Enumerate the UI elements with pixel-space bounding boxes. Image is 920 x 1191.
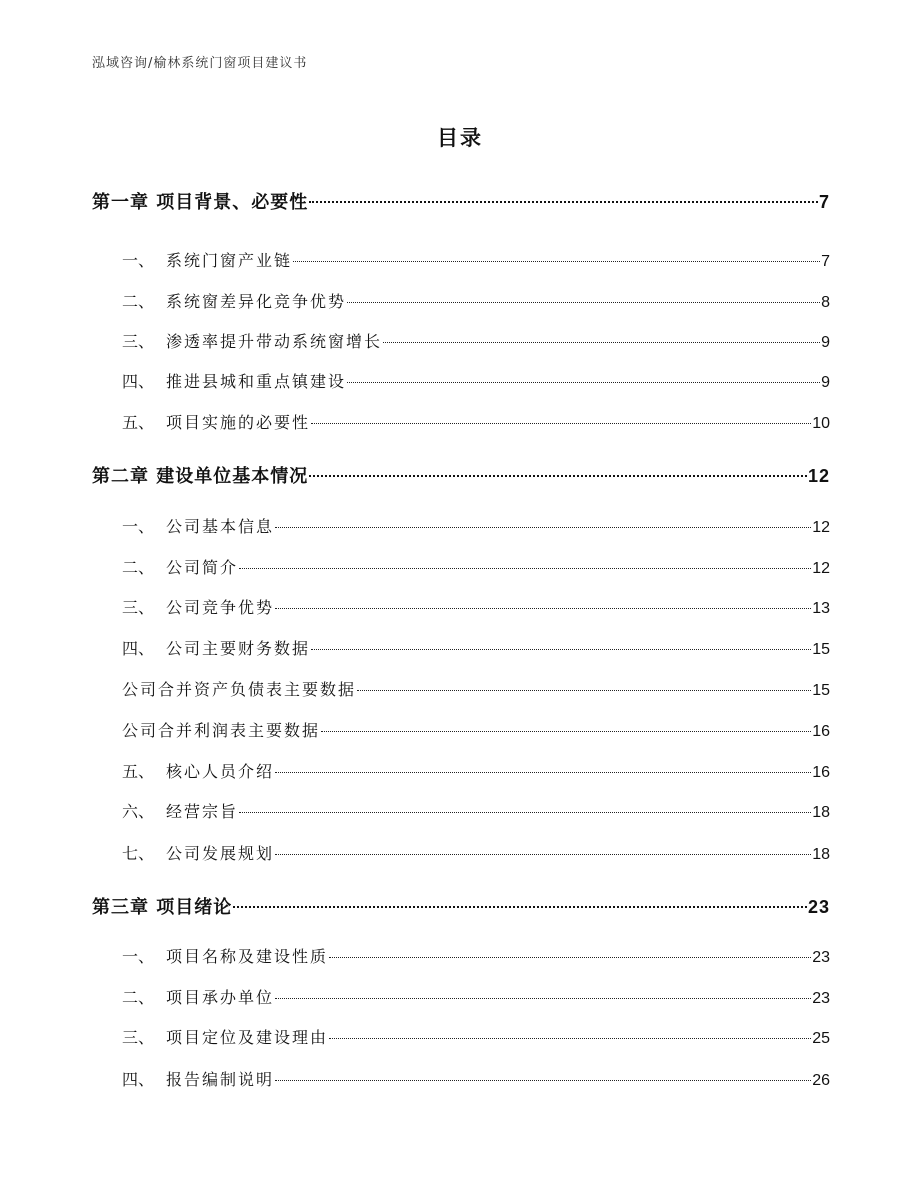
toc-page-number: 9 <box>821 334 830 351</box>
toc-page-number: 23 <box>812 990 830 1007</box>
toc-chapter-entry[interactable] <box>92 893 830 919</box>
toc-entry-text: 公司合并利润表主要数据 <box>122 721 321 740</box>
toc-title: 目录 <box>437 126 483 150</box>
toc-entry-number: 五、 <box>122 762 155 781</box>
toc-dot-leader <box>383 342 820 343</box>
toc-entry-text: 项目名称及建设性质 <box>166 947 329 966</box>
toc-dot-leader <box>347 302 820 303</box>
toc-entry-text: 核心人员介绍 <box>166 762 275 781</box>
toc-section-entry[interactable] <box>122 1025 830 1048</box>
toc-entry-text: 报告编制说明 <box>166 1070 275 1089</box>
toc-entry-label <box>122 985 274 1008</box>
toc-section-entry[interactable] <box>122 555 830 578</box>
toc-dot-leader <box>329 1038 811 1039</box>
toc-entry-number: 一、 <box>122 251 155 270</box>
toc-dot-leader <box>309 475 807 477</box>
toc-entry-text: 公司主要财务数据 <box>166 639 311 658</box>
toc-dot-leader <box>329 957 811 958</box>
toc-page-number: 23 <box>807 897 830 917</box>
toc-chapter-entry[interactable] <box>92 188 830 214</box>
toc-dot-leader <box>357 690 811 691</box>
toc-section-entry[interactable] <box>122 248 830 271</box>
toc-section-entry[interactable] <box>122 759 830 782</box>
toc-entry-text: 公司合并资产负债表主要数据 <box>122 680 357 699</box>
toc-chapter-entry[interactable] <box>92 462 830 488</box>
toc-dot-leader <box>275 1080 811 1081</box>
toc-page-number: 15 <box>812 682 830 699</box>
toc-dot-leader <box>275 527 811 528</box>
toc-section-entry[interactable] <box>122 514 830 537</box>
toc-entry-text: 项目实施的必要性 <box>166 413 311 432</box>
toc-dot-leader <box>275 854 811 855</box>
toc-section-entry[interactable] <box>122 329 830 352</box>
toc-entry-label <box>122 1025 328 1048</box>
toc-dot-leader <box>321 731 811 732</box>
toc-entry-text: 系统门窗产业链 <box>166 251 293 270</box>
toc-entry-label <box>122 1067 274 1090</box>
toc-page-number: 10 <box>812 415 830 432</box>
toc-dot-leader <box>347 382 820 383</box>
toc-entry-text: 公司简介 <box>166 558 239 577</box>
toc-entry-text: 第三章 项目绪论 <box>92 897 233 918</box>
toc-page-number: 23 <box>812 949 830 966</box>
toc-entry-text: 渗透率提升带动系统窗增长 <box>166 332 383 351</box>
toc-entry-label <box>122 410 310 433</box>
toc-entry-label <box>122 841 274 864</box>
toc-entry-text: 系统窗差异化竞争优势 <box>166 292 347 311</box>
toc-page-number: 18 <box>812 846 830 863</box>
toc-dot-leader <box>311 423 811 424</box>
toc-page-number: 18 <box>812 804 830 821</box>
toc-entry-label <box>122 799 238 822</box>
toc-dot-leader <box>309 201 818 203</box>
toc-entry-label <box>122 759 274 782</box>
toc-entry-text: 公司基本信息 <box>166 517 275 536</box>
running-header: 泓域咨询/榆林系统门窗项目建议书 <box>92 56 308 71</box>
toc-entry-text: 项目承办单位 <box>166 988 275 1007</box>
toc-entry-label <box>122 677 356 700</box>
toc-section-entry[interactable] <box>122 799 830 822</box>
toc-dot-leader <box>275 608 811 609</box>
toc-entry-text: 第一章 项目背景、必要性 <box>92 192 309 213</box>
toc-section-entry[interactable] <box>122 985 830 1008</box>
toc-dot-leader <box>239 812 811 813</box>
toc-page-number: 16 <box>812 723 830 740</box>
toc-page-number: 26 <box>812 1072 830 1089</box>
toc-entry-text: 推进县城和重点镇建设 <box>166 372 347 391</box>
toc-dot-leader <box>239 568 811 569</box>
toc-entry-label <box>92 188 308 214</box>
toc-dot-leader <box>275 998 811 999</box>
toc-page-number: 8 <box>821 294 830 311</box>
toc-entry-label <box>122 329 382 352</box>
toc-section-entry[interactable] <box>122 369 830 392</box>
toc-section-entry[interactable] <box>122 410 830 433</box>
toc-entry-number: 六、 <box>122 802 155 821</box>
toc-entry-label <box>122 555 238 578</box>
toc-entry-number: 二、 <box>122 988 155 1007</box>
toc-page-number: 9 <box>821 374 830 391</box>
toc-dot-leader <box>293 261 820 262</box>
toc-entry-number: 四、 <box>122 372 155 391</box>
toc-entry-number: 三、 <box>122 1028 155 1047</box>
toc-page-number: 13 <box>812 600 830 617</box>
toc-entry-number: 七、 <box>122 844 155 863</box>
toc-section-entry[interactable] <box>122 636 830 659</box>
toc-section-entry[interactable] <box>122 289 830 312</box>
toc-entry-label <box>122 944 328 967</box>
toc-section-entry[interactable] <box>122 595 830 618</box>
toc-entry-text: 公司发展规划 <box>166 844 275 863</box>
toc-entry-number: 五、 <box>122 413 155 432</box>
toc-entry-label <box>122 595 274 618</box>
toc-page-number: 12 <box>812 560 830 577</box>
toc-page-number: 12 <box>812 519 830 536</box>
toc-entry-label <box>122 369 346 392</box>
toc-dot-leader <box>275 772 811 773</box>
toc-section-entry[interactable] <box>122 944 830 967</box>
toc-entry-number: 一、 <box>122 947 155 966</box>
toc-entry-text: 项目定位及建设理由 <box>166 1028 329 1047</box>
toc-entry-text: 公司竞争优势 <box>166 598 275 617</box>
toc-entry-number: 三、 <box>122 598 155 617</box>
toc-entry-label <box>122 289 346 312</box>
toc-page-number: 7 <box>818 192 830 212</box>
toc-entry-number: 四、 <box>122 639 155 658</box>
toc-dot-leader <box>311 649 811 650</box>
toc-entry-label <box>122 514 274 537</box>
toc-page-number: 12 <box>807 466 830 486</box>
toc-entry-label <box>92 462 308 488</box>
toc-entry-number: 四、 <box>122 1070 155 1089</box>
toc-entry-label <box>92 893 232 919</box>
toc-section-entry[interactable] <box>122 1067 830 1090</box>
toc-entry-label <box>122 718 320 741</box>
toc-entry-number: 三、 <box>122 332 155 351</box>
toc-page-number: 7 <box>821 253 830 270</box>
toc-entry-label <box>122 636 310 659</box>
toc-entry-number: 一、 <box>122 517 155 536</box>
toc-entry-number: 二、 <box>122 292 155 311</box>
toc-entry-text: 经营宗旨 <box>166 802 239 821</box>
toc-entry-number: 二、 <box>122 558 155 577</box>
toc-section-entry[interactable] <box>122 841 830 864</box>
toc-dot-leader <box>233 906 807 908</box>
toc-entry-text: 第二章 建设单位基本情况 <box>92 466 309 487</box>
toc-section-entry[interactable] <box>122 677 830 700</box>
toc-page-number: 25 <box>812 1030 830 1047</box>
toc-section-entry[interactable] <box>122 718 830 741</box>
toc-entry-label <box>122 248 292 271</box>
toc-page-number: 16 <box>812 764 830 781</box>
toc-page-number: 15 <box>812 641 830 658</box>
